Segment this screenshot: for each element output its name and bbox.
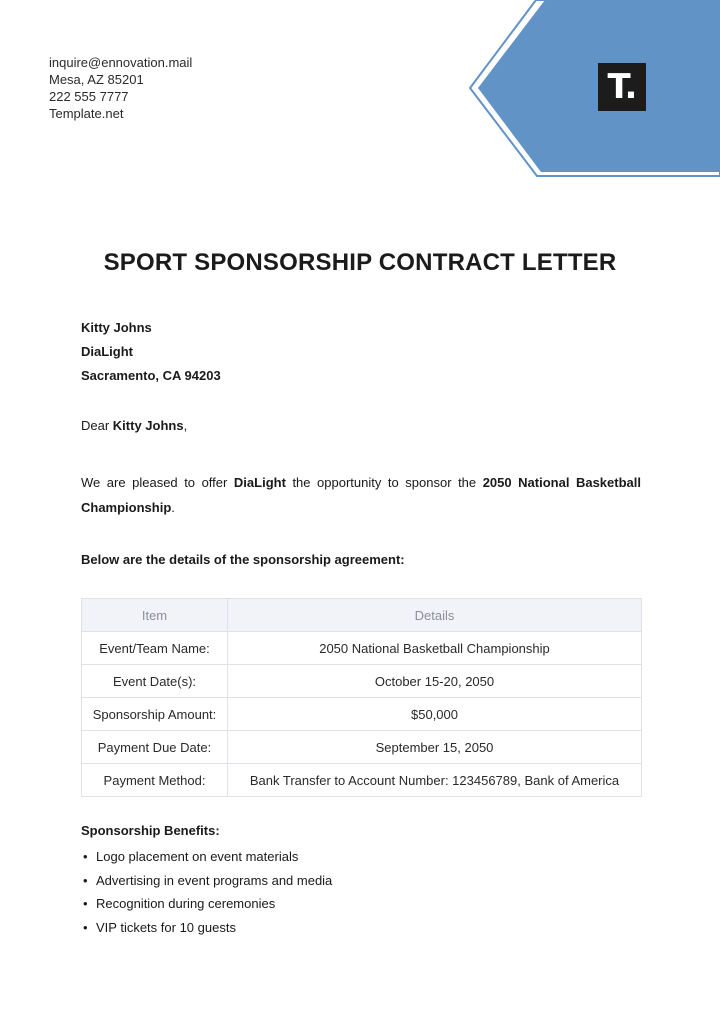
list-item: • Logo placement on event materials xyxy=(81,845,332,869)
sponsorship-details-table xyxy=(81,598,642,797)
row-item-label: Payment Method: xyxy=(82,764,228,797)
intro-event: 2050 National Basketball Championship xyxy=(81,475,641,515)
table-row xyxy=(82,698,642,731)
row-detail-value: October 15-20, 2050 xyxy=(228,665,642,698)
intro-company: DiaLight xyxy=(233,475,286,490)
list-item: • Advertising in event programs and media xyxy=(81,869,332,893)
row-item-label: Sponsorship Amount: xyxy=(82,698,228,731)
row-item-label: Event Date(s): xyxy=(82,665,228,698)
row-detail-value: 2050 National Basketball Championship xyxy=(228,632,642,665)
sender-address: Mesa, AZ 85201 xyxy=(49,72,144,87)
table-row xyxy=(82,632,642,665)
sender-email[interactable]: inquire@ennovation.mail xyxy=(49,55,193,70)
column-header-details: Details xyxy=(228,599,642,632)
list-item: • Recognition during ceremonies xyxy=(81,892,332,916)
row-detail-value: $50,000 xyxy=(228,698,642,731)
table-row xyxy=(82,665,642,698)
table-header-row xyxy=(82,599,642,632)
intro-text-1: We are pleased to offer xyxy=(81,475,234,490)
sender-phone: 222 555 7777 xyxy=(49,89,129,104)
intro-paragraph xyxy=(81,470,641,520)
recipient-city: Sacramento, CA 94203 xyxy=(81,368,221,383)
intro-text-3: . xyxy=(171,500,175,515)
greeting-suffix: , xyxy=(183,418,188,433)
row-detail-value: Bank Transfer to Account Number: 123456789, Bank of America xyxy=(228,764,642,797)
sender-contact xyxy=(49,54,192,122)
row-item-label: Event/Team Name: xyxy=(82,632,228,665)
table-row xyxy=(82,731,642,764)
row-item-label: Payment Due Date: xyxy=(82,731,228,764)
column-header-item: Item xyxy=(82,599,228,632)
page-title: SPORT SPONSORSHIP CONTRACT LETTER xyxy=(103,249,617,276)
intro-text-2: the opportunity to sponsor the xyxy=(285,475,483,490)
details-heading: Below are the details of the sponsorship agreement: xyxy=(81,552,405,567)
row-detail-value: September 15, 2050 xyxy=(228,731,642,764)
greeting xyxy=(81,418,187,433)
benefits-heading: Sponsorship Benefits: xyxy=(81,823,220,838)
list-item: • VIP tickets for 10 guests xyxy=(81,916,332,940)
company-logo: T. xyxy=(598,63,646,111)
recipient-name: Kitty Johns xyxy=(81,320,152,335)
greeting-prefix: Dear xyxy=(81,418,113,433)
recipient-block xyxy=(81,316,221,388)
sender-website[interactable]: Template.net xyxy=(49,106,124,121)
greeting-name: Kitty Johns xyxy=(112,418,184,433)
benefits-list xyxy=(81,845,332,939)
recipient-company: DiaLight xyxy=(81,344,133,359)
table-row xyxy=(82,764,642,797)
